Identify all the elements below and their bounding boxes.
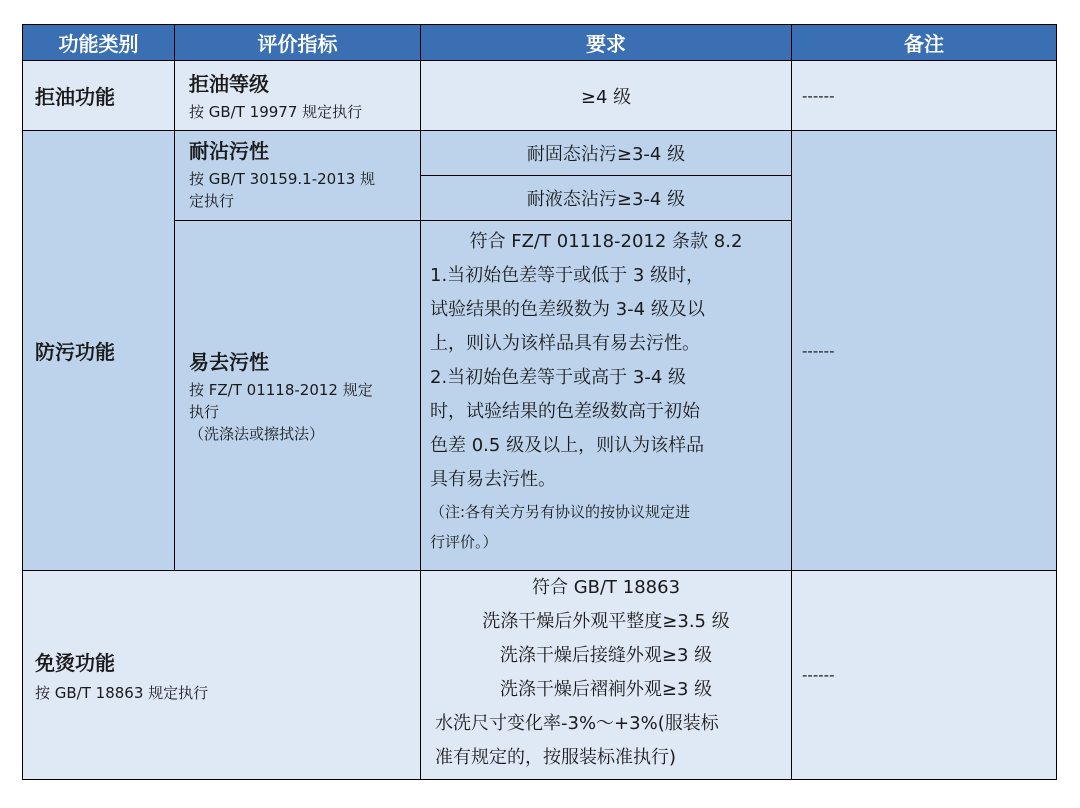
stain-sub1-req-b: 耐液态沾污≥3-4 级: [526, 189, 686, 210]
stain-sub1-req-a: 耐固态沾污≥3-4 级: [526, 144, 686, 165]
stain-sub2-indicator-cell: [174, 220, 421, 571]
stain-sub2-method-line1: 按 FZ/T 01118-2012 规定: [189, 381, 373, 399]
header-note-label: 备注: [904, 32, 944, 56]
stain-sub2-title: 易去污性: [189, 350, 269, 374]
header-indicator-label: 评价指标: [257, 32, 338, 56]
iron-category-method: 按 GB/T 18863 规定执行: [35, 683, 209, 702]
iron-req-line: 准有规定的，按服装标准执行): [435, 747, 677, 768]
oil-indicator-cell: [174, 60, 421, 131]
stain-sub2-req-line: 2.当初始色差等于或高于 3-4 级: [430, 367, 687, 388]
stain-sub2-req-line: 具有易去污性。: [430, 469, 556, 490]
oil-category: 拒油功能: [35, 85, 115, 109]
stain-sub2-req-line: 上，则认为该样品具有易去污性。: [430, 333, 700, 354]
iron-req-line: 洗涤干燥后接缝外观≥3 级: [499, 645, 713, 666]
stain-note: ------: [802, 341, 835, 360]
iron-req-line: 洗涤干燥后褶裥外观≥3 级: [499, 679, 713, 700]
stain-sub1-indicator-cell: [174, 130, 421, 221]
oil-requirement: ≥4 级: [580, 86, 632, 108]
oil-category-cell: [22, 60, 175, 131]
stain-sub2-requirement-cell: [420, 220, 792, 571]
stain-sub2-req-note-line: 行评价。）: [430, 533, 498, 551]
oil-indicator-title: 拒油等级: [189, 72, 269, 96]
stain-sub1-method-line1: 按 GB/T 30159.1-2013 规: [189, 170, 376, 188]
header-category: [22, 24, 175, 61]
stain-sub2-req-note-line: （注:各有关方另有协议的按协议规定进: [430, 503, 691, 521]
oil-note-cell: [791, 60, 1057, 131]
stain-sub1-title: 耐沾污性: [189, 139, 269, 163]
stain-sub2-method-line2: 执行: [189, 403, 220, 421]
spec-table: [22, 24, 1057, 780]
stain-sub2-method-line3: （洗涤法或擦拭法）: [189, 425, 325, 443]
oil-note: ------: [802, 86, 835, 105]
stain-category: 防污功能: [35, 340, 115, 364]
iron-req-line: 洗涤干燥后外观平整度≥3.5 级: [482, 611, 730, 632]
iron-category-cell: [22, 570, 421, 780]
header-note: [791, 24, 1057, 61]
iron-req-line: 符合 GB/T 18863: [531, 577, 681, 598]
stain-sub2-req-line: 符合 FZ/T 01118-2012 条款 8.2: [469, 231, 743, 252]
stain-sub2-req-line: 1.当初始色差等于或低于 3 级时，: [430, 265, 705, 286]
oil-indicator-method: 按 GB/T 19977 规定执行: [189, 103, 363, 121]
iron-req-line: 水洗尺寸变化率-3%～+3%(服装标: [435, 713, 719, 734]
iron-category-title: 免烫功能: [35, 650, 115, 675]
header-indicator: [174, 24, 421, 61]
oil-requirement-cell: [420, 60, 792, 131]
iron-note: ------: [802, 666, 835, 684]
header-requirement: [420, 24, 792, 61]
stain-sub2-req-line: 时，试验结果的色差级数高于初始: [430, 401, 700, 422]
iron-note-cell: [791, 570, 1057, 780]
stain-note-cell: [791, 130, 1057, 571]
stain-sub2-req-line: 试验结果的色差级数为 3-4 级及以: [430, 299, 705, 320]
stain-sub1-req-a-cell: [420, 130, 792, 176]
header-requirement-label: 要求: [586, 32, 626, 56]
iron-requirement-cell: [420, 570, 792, 780]
stain-category-cell: [22, 130, 175, 571]
header-category-label: 功能类别: [58, 32, 139, 56]
stain-sub1-req-b-cell: [420, 175, 792, 221]
stain-sub2-req-line: 色差 0.5 级及以上，则认为该样品: [430, 435, 705, 456]
stain-sub1-method-line2: 定执行: [189, 192, 235, 210]
